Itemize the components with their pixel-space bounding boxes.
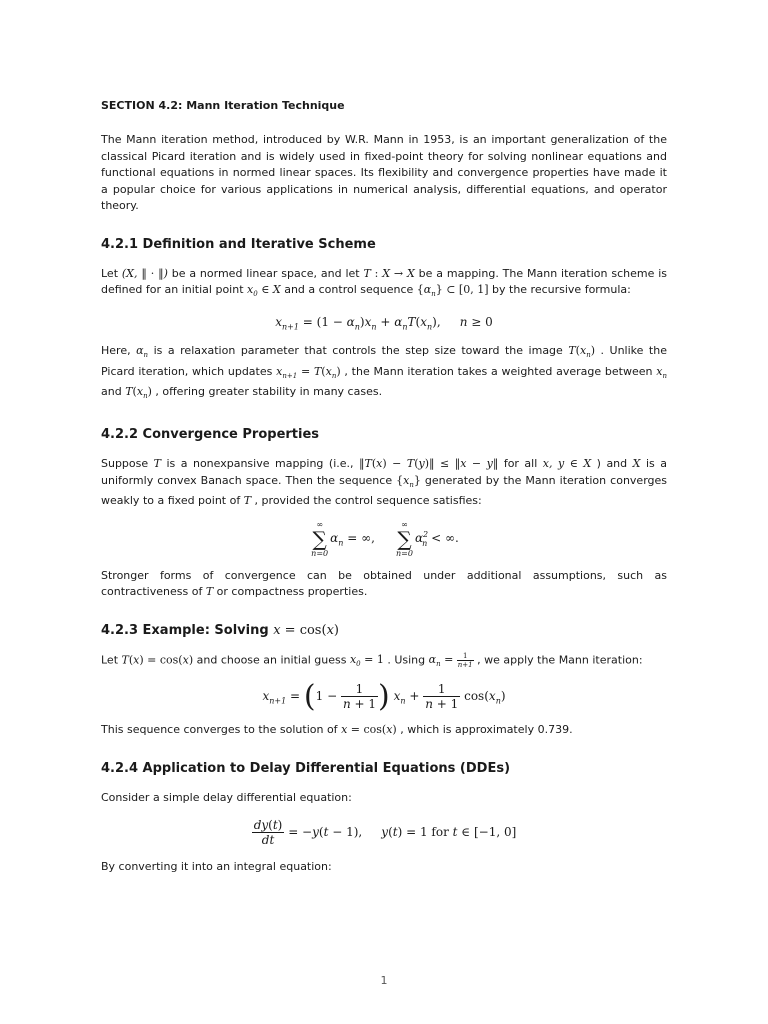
heading-4-2-1: 4.2.1 Definition and Iterative Scheme <box>101 236 376 252</box>
heading-4-2-2: 4.2.2 Convergence Properties <box>101 427 320 443</box>
heading-4-2-3: 4.2.3 Example: Solving x = cos(x) <box>101 622 339 638</box>
document-page <box>101 99 667 876</box>
heading-4-2-4: 4.2.4 Application to Delay Differential Equations (DDEs) <box>101 760 511 776</box>
page-number: 1 <box>380 974 388 987</box>
paragraph-convergence: Suppose T is a nonexpansive mapping (i.e., ‖T(x) − T(y)‖ ≤ ‖x − y‖ for all x, y ∈ X ) and X is a uniformly convex Banach space. Then the sequence $\{x_n\}$ generated by the Mann iteration converges weakly to a fixed point of T , provided the control sequence satisfies: <box>101 457 668 508</box>
paragraph-relaxation: Here, $\alpha_n$ is a relaxation parameter that controls the step size toward the image $T(x_n)$ . Unlike the Picard iteration, which updates $x_{n+1} = T(x_n)$ , the Mann iteration takes a weighted average between $x_n$ and $T(x_n)$ , offering greater stability in many cases. <box>101 344 667 401</box>
equation-mann-iteration: $x_{n+1} = (1 - \alpha_n)x_n + \alpha_nT(x_n)$, n ≥ 0 <box>275 314 493 332</box>
paragraph-dde-intro: Consider a simple delay differential equation: <box>101 790 352 804</box>
paragraph-example-result: This sequence converges to the solution of x = cos(x) , which is approximately 0.739. <box>101 723 573 737</box>
paragraph-example-setup: Let T(x) = cos(x) and choose an initial guess $x_0 = 1$ . Using $\alpha_n$ = $\frac{1}{n+1}$ , we apply the Mann iteration: <box>101 651 643 669</box>
section-title: SECTION 4.2: Mann Iteration Technique <box>101 99 345 112</box>
intro-paragraph: The Mann iteration method, introduced by W.R. Mann in 1953, is an important generalization of the classical Picard iteration and is widely used in fixed-point theory for solving nonlinear equations and functional equations in normed linear spaces. Its flexibility and convergence properties have made it a popular choice for various applications in numerical analysis, differential equations, and operator theory. <box>101 133 667 212</box>
paragraph-stronger-convergence: Stronger forms of convergence can be obtained under additional assumptions, such as contractiveness of T or compactness properties. <box>101 568 667 599</box>
equation-example-iteration: $x_{n+1} = (1$ − $\frac{1}{n + 1}$ ) $x_n$ + $\frac{1}{n + 1}$ $\cos(x_n)$ <box>262 679 506 715</box>
equation-dde: $\frac{dy(t)}{dt}$ = −y(t − 1), y(t) = 1 for t ∈ [−1, 0] <box>253 818 517 848</box>
paragraph-definition: Let (X, ‖ · ‖) be a normed linear space, and let T : X → X be a mapping. The Mann iteration scheme is defined for an initial point $x_0$ ∈ X and a control sequence $\{\alpha_n\}$ ⊂ [0, 1] by the recursive formula: <box>101 266 667 299</box>
paragraph-integral-intro: By converting it into an integral equation: <box>101 860 332 874</box>
equation-control-conditions: ∞ ∑ n=0 $\alpha_n$ = ∞, ∞ ∑ n=0 $\alpha^2_n$ < ∞. <box>311 519 459 558</box>
